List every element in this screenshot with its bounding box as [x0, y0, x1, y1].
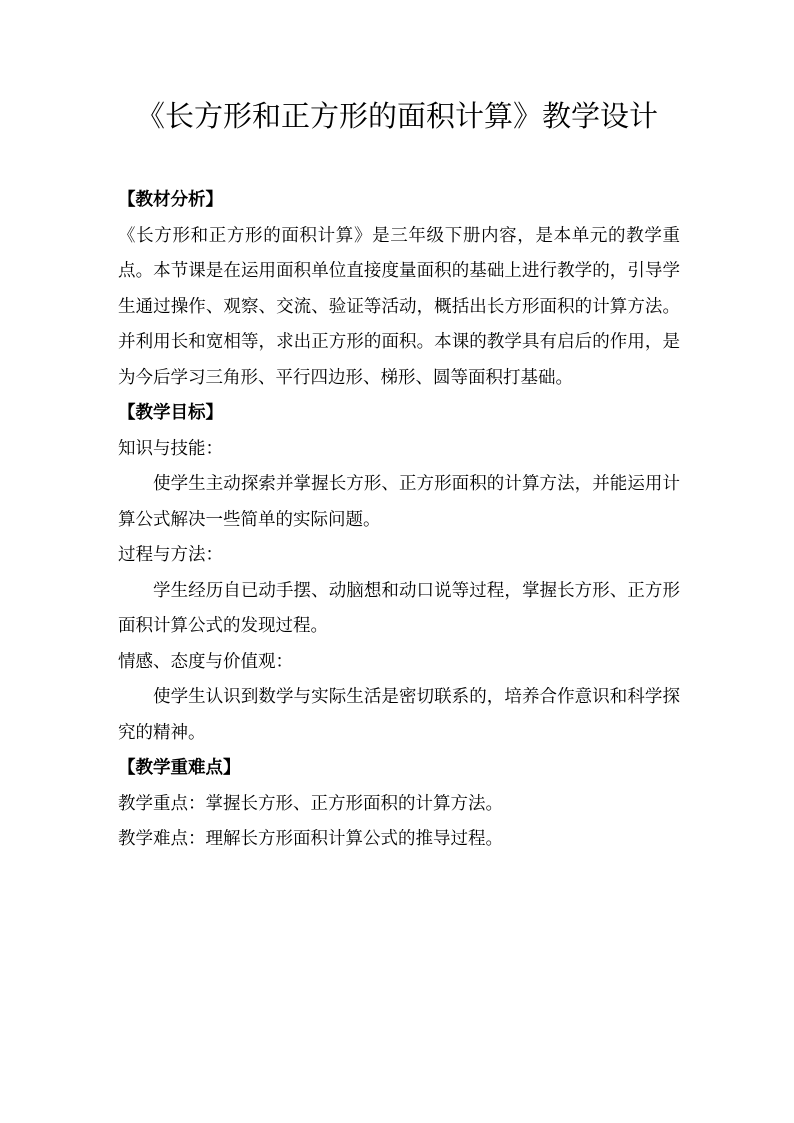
emotion-attitude-paragraph: 使学生认识到数学与实际生活是密切联系的，培养合作意识和科学探究的精神。 [118, 687, 680, 743]
process-method-label: 过程与方法： [118, 545, 223, 565]
teaching-key-point-line: 教学重点：掌握长方形、正方形面积的计算方法。 [118, 793, 503, 814]
emotion-attitude-label: 情感、态度与价值观： [118, 651, 293, 672]
section-heading-teaching-goals: 【教学目标】 [118, 403, 223, 423]
material-analysis-paragraph: 《长方形和正方形的面积计算》是三年级下册内容，是本单元的教学重点。本节课是在运用面积单位直接度量面积的基础上进行教学的，引导学生通过操作、观察、交流、验证等活动，概括出长方形面积的计算方法。并利用长和宽相等，求出正方形的面积。本课的教学具有启后的作用，是为今后学习三角形、平行四边形、梯形、圆等面积打基础。 [118, 225, 680, 388]
section-heading-key-points: 【教学重难点】 [118, 758, 241, 778]
document-body [118, 183, 680, 858]
teaching-difficulty-line: 教学难点：理解长方形面积计算公式的推导过程。 [118, 829, 503, 849]
section-heading-material-analysis: 【教材分析】 [118, 190, 223, 210]
process-method-paragraph: 学生经历自已动手摆、动脑想和动口说等过程，掌握长方形、正方形面积计算公式的发现过程。 [118, 580, 680, 636]
document-title: 《长方形和正方形的面积计算》教学设计 [135, 99, 658, 133]
knowledge-skills-label: 知识与技能： [118, 438, 223, 459]
knowledge-skills-paragraph: 使学生主动探索并掌握长方形、正方形面积的计算方法，并能运用计算公式解决一些简单的实际问题。 [118, 474, 680, 530]
